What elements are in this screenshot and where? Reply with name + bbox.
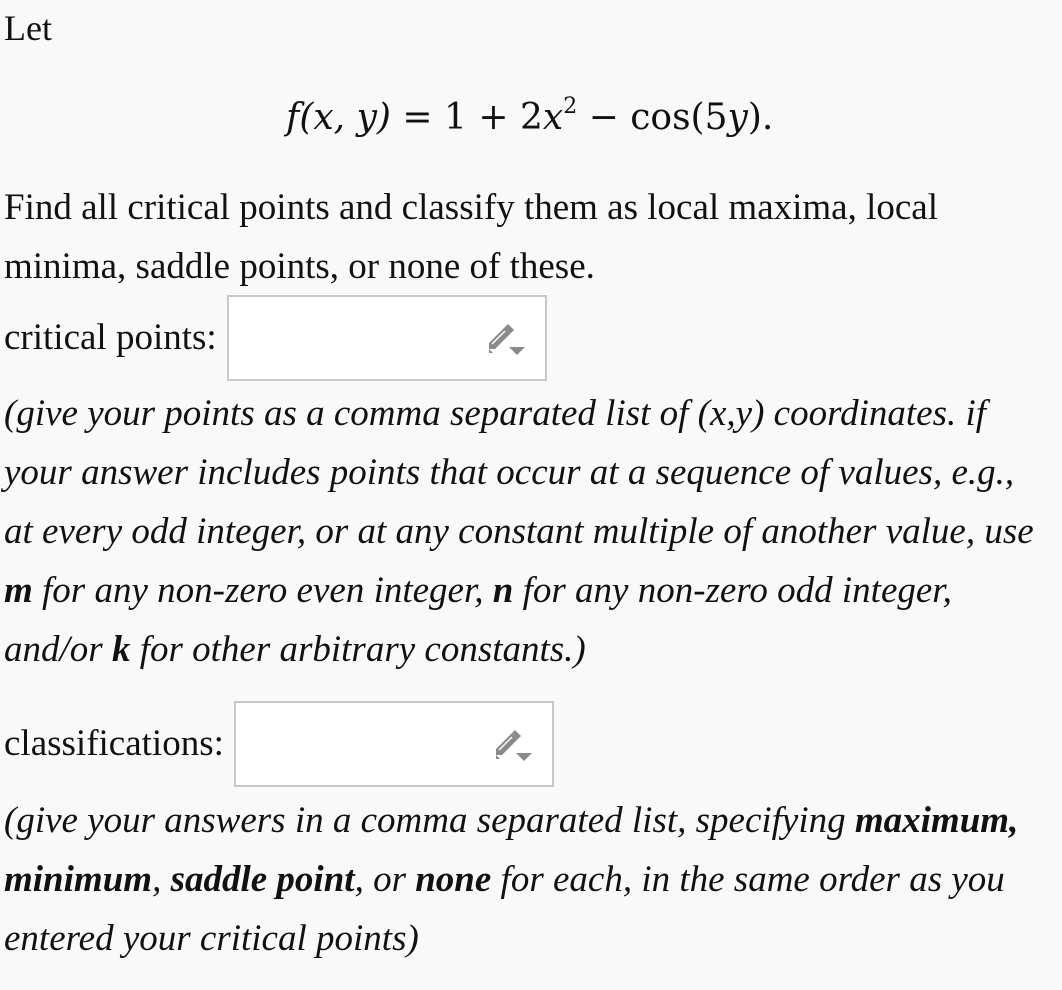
question-text: Find all critical points and classify them as local maxima, local minima, saddle points, or none of these. (4, 187, 938, 287)
pencil-dropdown-icon[interactable] (485, 323, 527, 357)
critical-points-row (4, 295, 547, 381)
classifications-hint (4, 791, 1044, 968)
equation-x-var: x (542, 97, 564, 138)
pencil-dropdown-icon[interactable] (492, 729, 534, 763)
hint-text: for any non-zero even integer, (32, 570, 493, 611)
equation-exponent: 2 (563, 94, 578, 119)
function-name: f (286, 97, 300, 138)
hint-text: , (152, 859, 171, 900)
classifications-row (4, 701, 554, 787)
function-args: (x, y) (299, 97, 391, 138)
hint-saddle-point: saddle point (170, 859, 355, 900)
critical-points-label: critical points: (4, 317, 217, 358)
hint-var-m: m (4, 570, 33, 611)
hint-text: (give your points as a comma separated list of (x,y) coordinates. if your answer includes points that occur at a sequence of values, e.g., at every odd integer, or at any constant multiple of another value, use (4, 393, 1034, 552)
critical-points-input[interactable] (227, 295, 547, 381)
hint-text: , or (354, 859, 416, 900)
classifications-input[interactable] (234, 701, 554, 787)
classifications-label: classifications: (4, 723, 224, 764)
hint-none: none (415, 859, 492, 900)
function-equation (286, 94, 773, 142)
hint-var-n: n (492, 570, 514, 611)
hint-maximum: maximum, (854, 800, 1019, 841)
equation-cos-term: − cos(5 (577, 97, 728, 138)
equation-close: ). (747, 97, 774, 138)
hint-text: for any non-zero odd integer, and/or (4, 570, 952, 670)
equation-y-var: y (727, 97, 748, 138)
equation-body: = 1 + 2 (390, 97, 543, 138)
intro-text: Let (4, 8, 52, 48)
hint-var-k: k (111, 629, 131, 670)
hint-text: for each, in the same order as you entered your critical points) (4, 859, 1005, 959)
hint-text: (give your answers in a comma separated list, specifying (4, 800, 855, 841)
critical-points-hint (4, 384, 1044, 679)
hint-text: for other arbitrary constants.) (130, 629, 586, 670)
hint-minimum: minimum (4, 859, 153, 900)
